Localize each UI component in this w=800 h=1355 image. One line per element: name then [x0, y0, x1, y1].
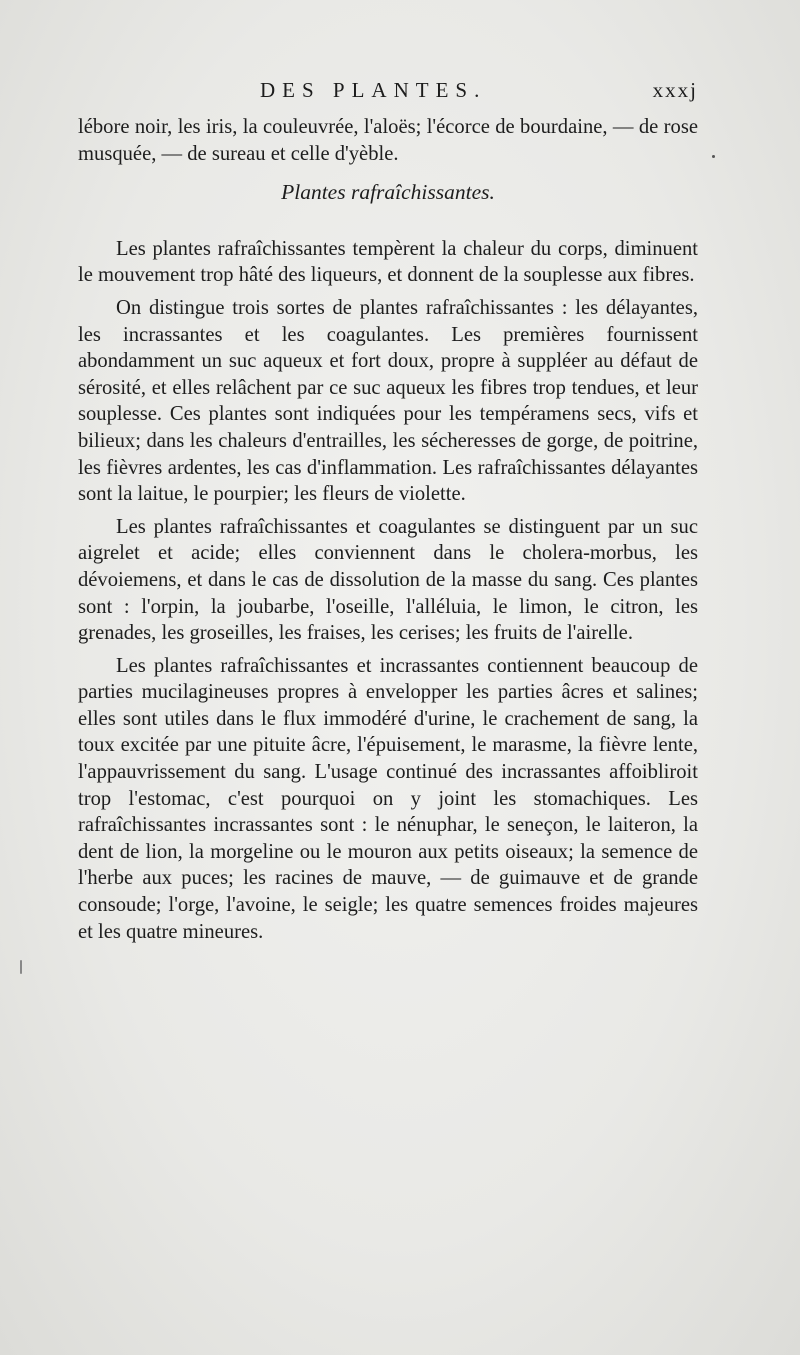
paragraph-1: Les plantes rafraîchissantes tempèrent la chaleur du corps, diminuent le mouvement trop hâté des liqueurs, et donnent de la souplesse aux fibres.	[78, 237, 698, 287]
paper-speck	[712, 155, 715, 158]
page-number: xxxj	[652, 78, 698, 102]
paragraph-2: On distingue trois sortes de plantes rafraîchissantes : les délayantes, les incrassantes et les coagulantes. Les premières fournissent abondamment un suc aqueux et fort doux, propre à suppléer au défaut de sérosité, et elles relâchent par ce suc aqueux les fibres trop tendues, et leur souplesse. Ces plantes sont indiquées pour les tempéramens secs, vifs et bilieux; dans les chaleurs d'entrailles, les sécheresses de gorge, de poitrine, les fièvres ardentes, les cas d'inflammation. Les rafraîchissantes délayantes sont la laitue, le pourpier; les fleurs de violette.	[78, 296, 698, 506]
opening-paragraph: lébore noir, les iris, la couleuvrée, l'aloës; l'écorce de bourdaine, — de rose musquée, — de sureau et celle d'yèble.	[78, 116, 698, 165]
paper-speck	[20, 960, 22, 974]
body-text	[78, 114, 698, 945]
section-title: Plantes rafraîchissantes.	[281, 180, 495, 205]
page-header	[78, 78, 698, 108]
running-head: DES PLANTES.	[260, 78, 487, 102]
paragraph-3: Les plantes rafraîchissantes et coagulantes se distinguent par un suc aigrelet et acide; elles conviennent dans le cholera-morbus, les dévoiemens, et dans le cas de dissolution de la masse du sang. Ces plantes sont : l'orpin, la joubarbe, l'oseille, l'alléluia, le limon, le citron, les grenades, les groseilles, les fraises, les cerises; les fruits de l'airelle.	[78, 515, 698, 645]
paragraph-4: Les plantes rafraîchissantes et incrassantes contiennent beaucoup de parties mucilagineuses propres à envelopper les parties âcres et salines; elles sont utiles dans le flux immodéré d'urine, le crachement de sang, la toux excitée par une pituite âcre, l'épuisement, le marasme, la fièvre lente, l'appauvrissement du sang. L'usage continué des incrassantes affoibliroit trop l'estomac, c'est pourquoi on y joint les stomachiques. Les rafraîchissantes incrassantes sont : le nénuphar, le seneçon, le laiteron, la dent de lion, la morgeline ou le mouron aux petits oiseaux; la semence de l'herbe aux puces; les racines de mauve, — de guimauve et de grande consoude; l'orge, l'avoine, le seigle; les quatre semences froides majeures et les quatre mineures.	[78, 654, 698, 943]
